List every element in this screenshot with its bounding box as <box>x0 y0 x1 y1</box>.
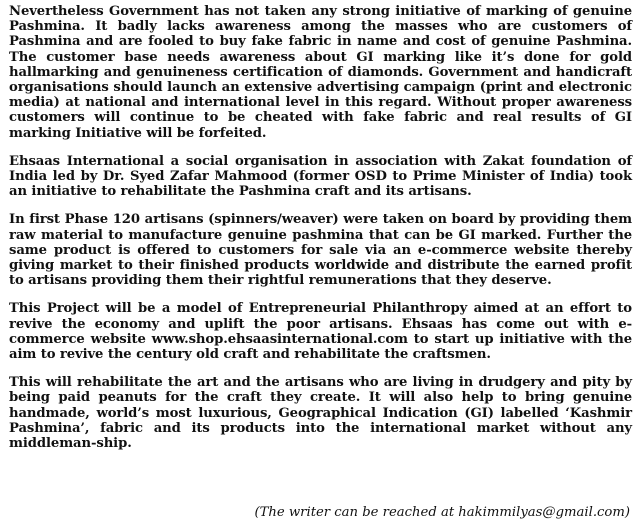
paragraph-gi-awareness: Nevertheless Government has not taken any strong initiative of marking of genuine Pashmina. It badly lacks awareness among the masses who are customers of Pashmina and are fooled to buy fake fabric in name and cost of genuine Pashmina. The customer base needs awareness about GI marking like it’s done for gold hallmarking and genuineness certification of diamonds. Government and handicraft organisations should launch an extensive advertising campaign (print and electronic media) at national and international level in this regard. Without proper awareness customers will continue to be cheated with fake fabric and real results of GI marking Initiative will be forfeited. <box>9 4 632 141</box>
paragraph-rehabilitation: This will rehabilitate the art and the artisans who are living in drudgery and pity by being paid peanuts for the craft they create. It will also help to bring genuine handmade, world’s most luxurious, Geographical Indication (GI) labelled ‘Kashmir Pashmina’, fabric and its products into the international market without any middleman-ship. <box>9 375 632 452</box>
writer-credit: (The writer can be reached at hakimmilyas@gmail.com) <box>254 505 630 520</box>
paragraph-project-model: This Project will be a model of Entrepreneurial Philanthropy aimed at an effort to revive the economy and uplift the poor artisans. Ehsaas has come out with e-commerce website www.shop.ehsaasinternational.com to start up initiative with the aim to revive the century old craft and rehabilitate the craftsmen. <box>9 301 632 363</box>
paragraph-ehsaas-initiative: Ehsaas International a social organisation in association with Zakat foundation of India led by Dr. Syed Zafar Mahmood (former OSD to Prime Minister of India) took an initiative to rehabilitate the Pashmina craft and its artisans. <box>9 153 632 200</box>
paragraph-first-phase: In first Phase 120 artisans (spinners/weaver) were taken on board by providing them raw material to manufacture genuine pashmina that can be GI marked. Further the same product is offered to customers for sale via an e-commerce website thereby giving market to their finished products worldwide and distribute the earned profit to artisans providing them their rightful remunerations that they deserve. <box>9 212 632 289</box>
